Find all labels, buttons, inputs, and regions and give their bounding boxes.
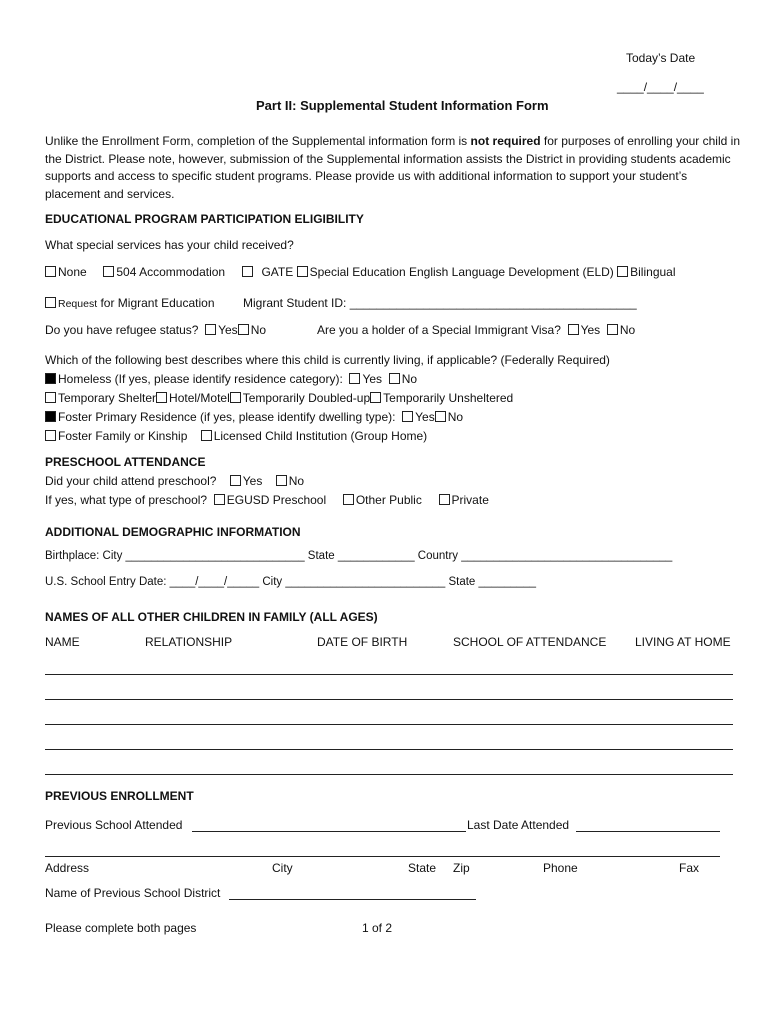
private-label: Private bbox=[451, 493, 489, 507]
licensed-institution-checkbox[interactable] bbox=[201, 430, 212, 441]
children-heading: NAMES OF ALL OTHER CHILDREN IN FAMILY (ALL AGES) bbox=[45, 610, 378, 624]
preschool-type-question: If yes, what type of preschool? bbox=[45, 493, 208, 507]
unsheltered-checkbox[interactable] bbox=[370, 392, 381, 403]
preschool-yes-label: Yes bbox=[242, 474, 263, 488]
homeless-no-checkbox[interactable] bbox=[389, 373, 400, 384]
child-entry-line[interactable] bbox=[45, 749, 733, 750]
hotel-label: Hotel/Motel bbox=[169, 391, 230, 405]
temp-shelter-checkbox[interactable] bbox=[45, 392, 56, 403]
licensed-institution-label: Licensed Child Institution (Group Home) bbox=[213, 429, 428, 443]
foster-primary-row bbox=[45, 410, 463, 424]
preschool-no-label: No bbox=[288, 474, 305, 488]
school-entry-field[interactable]: U.S. School Entry Date: ____/____/_____ City _________________________ State _________ bbox=[45, 576, 537, 588]
child-entry-line[interactable] bbox=[45, 774, 733, 775]
preschool-yes-checkbox[interactable] bbox=[230, 475, 241, 486]
todays-date-label: Today’s Date bbox=[626, 51, 696, 65]
preschool-heading: PRESCHOOL ATTENDANCE bbox=[45, 455, 206, 469]
504-checkbox[interactable] bbox=[103, 266, 114, 277]
child-entry-line[interactable] bbox=[45, 699, 733, 700]
siv-question: Are you a holder of a Special Immigrant Visa? bbox=[317, 323, 561, 337]
refugee-no-label: No bbox=[250, 323, 267, 337]
siv-row bbox=[317, 323, 635, 337]
refugee-question: Do you have refugee status? bbox=[45, 323, 199, 337]
foster-no-label: No bbox=[447, 410, 464, 424]
col-name: NAME bbox=[45, 635, 80, 649]
doubled-checkbox[interactable] bbox=[230, 392, 241, 403]
none-label: None bbox=[58, 265, 87, 279]
homeless-row bbox=[45, 372, 417, 386]
dwelling-type-row bbox=[45, 429, 427, 443]
doubled-label: Temporarily Doubled-up bbox=[242, 391, 371, 405]
previous-district-label: Name of Previous School District bbox=[45, 886, 221, 900]
state-label: State bbox=[408, 861, 437, 875]
homeless-yes-checkbox[interactable] bbox=[349, 373, 360, 384]
migrant-education-label: for Migrant Education bbox=[97, 296, 215, 310]
phone-label: Phone bbox=[543, 861, 578, 875]
intro-paragraph: Unlike the Enrollment Form, completion of the Supplemental information form is not required for purposes of enrolling your child in the District. Please note, however, submission of the Supplemental information assists the District in providing students academic supports and access to specific student programs. Please provide us with additional information to support your student’s placement and services. bbox=[45, 134, 740, 201]
refugee-yes-checkbox[interactable] bbox=[205, 324, 216, 335]
foster-primary-checkbox[interactable] bbox=[45, 411, 56, 422]
homeless-yes-label: Yes bbox=[362, 372, 383, 386]
foster-primary-label: Foster Primary Residence (if yes, please identify dwelling type): bbox=[58, 410, 396, 424]
city-label: City bbox=[272, 861, 293, 875]
col-relationship: RELATIONSHIP bbox=[145, 635, 233, 649]
homeless-no-label: No bbox=[401, 372, 418, 386]
gate-checkbox[interactable] bbox=[242, 266, 253, 277]
preschool-attend-row bbox=[45, 474, 304, 488]
private-checkbox[interactable] bbox=[439, 494, 450, 505]
egusd-preschool-label: EGUSD Preschool bbox=[226, 493, 327, 507]
last-date-field[interactable] bbox=[576, 831, 720, 832]
other-public-label: Other Public bbox=[355, 493, 422, 507]
preschool-no-checkbox[interactable] bbox=[276, 475, 287, 486]
preschool-type-row bbox=[45, 493, 489, 507]
col-dob: DATE OF BIRTH bbox=[317, 635, 408, 649]
homeless-label: Homeless (If yes, please identify residence category): bbox=[58, 372, 343, 386]
siv-yes-label: Yes bbox=[580, 323, 601, 337]
eld-checkbox[interactable] bbox=[297, 266, 308, 277]
migrant-request-label: Request bbox=[58, 298, 98, 310]
last-date-label: Last Date Attended bbox=[467, 818, 570, 832]
services-row bbox=[45, 265, 676, 279]
footer-note: Please complete both pages bbox=[45, 921, 197, 935]
birthplace-field[interactable]: Birthplace: City ____________________________ State ____________ Country _________________________________ bbox=[45, 550, 673, 562]
unsheltered-label: Temporarily Unsheltered bbox=[383, 391, 514, 405]
gate-label: GATE bbox=[261, 265, 294, 279]
col-living-at-home: LIVING AT HOME bbox=[635, 635, 731, 649]
homeless-checkbox[interactable] bbox=[45, 373, 56, 384]
child-entry-line[interactable] bbox=[45, 674, 733, 675]
none-checkbox[interactable] bbox=[45, 266, 56, 277]
siv-no-checkbox[interactable] bbox=[607, 324, 618, 335]
foster-family-label: Foster Family or Kinship bbox=[58, 429, 188, 443]
page-number: 1 of 2 bbox=[362, 921, 393, 935]
special-services-question: What special services has your child received? bbox=[45, 238, 294, 252]
previous-district-field[interactable] bbox=[229, 899, 476, 900]
foster-family-checkbox[interactable] bbox=[45, 430, 56, 441]
temp-shelter-label: Temporary Shelter bbox=[58, 391, 157, 405]
other-public-checkbox[interactable] bbox=[343, 494, 354, 505]
child-entry-line[interactable] bbox=[45, 724, 733, 725]
todays-date-field[interactable]: ____/____/____ bbox=[617, 80, 704, 94]
foster-no-checkbox[interactable] bbox=[435, 411, 446, 422]
egusd-preschool-checkbox[interactable] bbox=[214, 494, 225, 505]
refugee-no-checkbox[interactable] bbox=[238, 324, 249, 335]
migrant-checkbox[interactable] bbox=[45, 297, 56, 308]
foster-yes-checkbox[interactable] bbox=[402, 411, 413, 422]
previous-enrollment-heading: PREVIOUS ENROLLMENT bbox=[45, 789, 194, 803]
bilingual-label: Bilingual bbox=[630, 265, 676, 279]
zip-label: Zip bbox=[453, 861, 470, 875]
fax-label: Fax bbox=[679, 861, 700, 875]
living-question: Which of the following best describes where this child is currently living, if applicable? (Federally Required) bbox=[45, 353, 610, 367]
previous-school-label: Previous School Attended bbox=[45, 818, 183, 832]
siv-yes-checkbox[interactable] bbox=[568, 324, 579, 335]
preschool-attend-question: Did your child attend preschool? bbox=[45, 474, 217, 488]
eld-label: Special Education English Language Development (ELD) bbox=[309, 265, 614, 279]
hotel-checkbox[interactable] bbox=[156, 392, 167, 403]
504-label: 504 Accommodation bbox=[116, 265, 226, 279]
migrant-student-id-field[interactable]: Migrant Student ID: ___________________________________________ bbox=[243, 296, 637, 310]
residence-category-row bbox=[45, 391, 513, 405]
previous-school-field[interactable] bbox=[192, 831, 466, 832]
address-entry-line[interactable] bbox=[45, 856, 720, 857]
migrant-row bbox=[45, 296, 215, 310]
form-title: Part II: Supplemental Student Information Form bbox=[256, 98, 549, 113]
eligibility-heading: EDUCATIONAL PROGRAM PARTICIPATION ELIGIBILITY bbox=[45, 212, 364, 226]
demographic-heading: ADDITIONAL DEMOGRAPHIC INFORMATION bbox=[45, 525, 301, 539]
siv-no-label: No bbox=[619, 323, 636, 337]
col-school: SCHOOL OF ATTENDANCE bbox=[453, 635, 607, 649]
address-label: Address bbox=[45, 861, 90, 875]
foster-yes-label: Yes bbox=[415, 410, 435, 424]
refugee-yes-label: Yes bbox=[218, 323, 238, 337]
refugee-row bbox=[45, 323, 266, 337]
bilingual-checkbox[interactable] bbox=[617, 266, 628, 277]
